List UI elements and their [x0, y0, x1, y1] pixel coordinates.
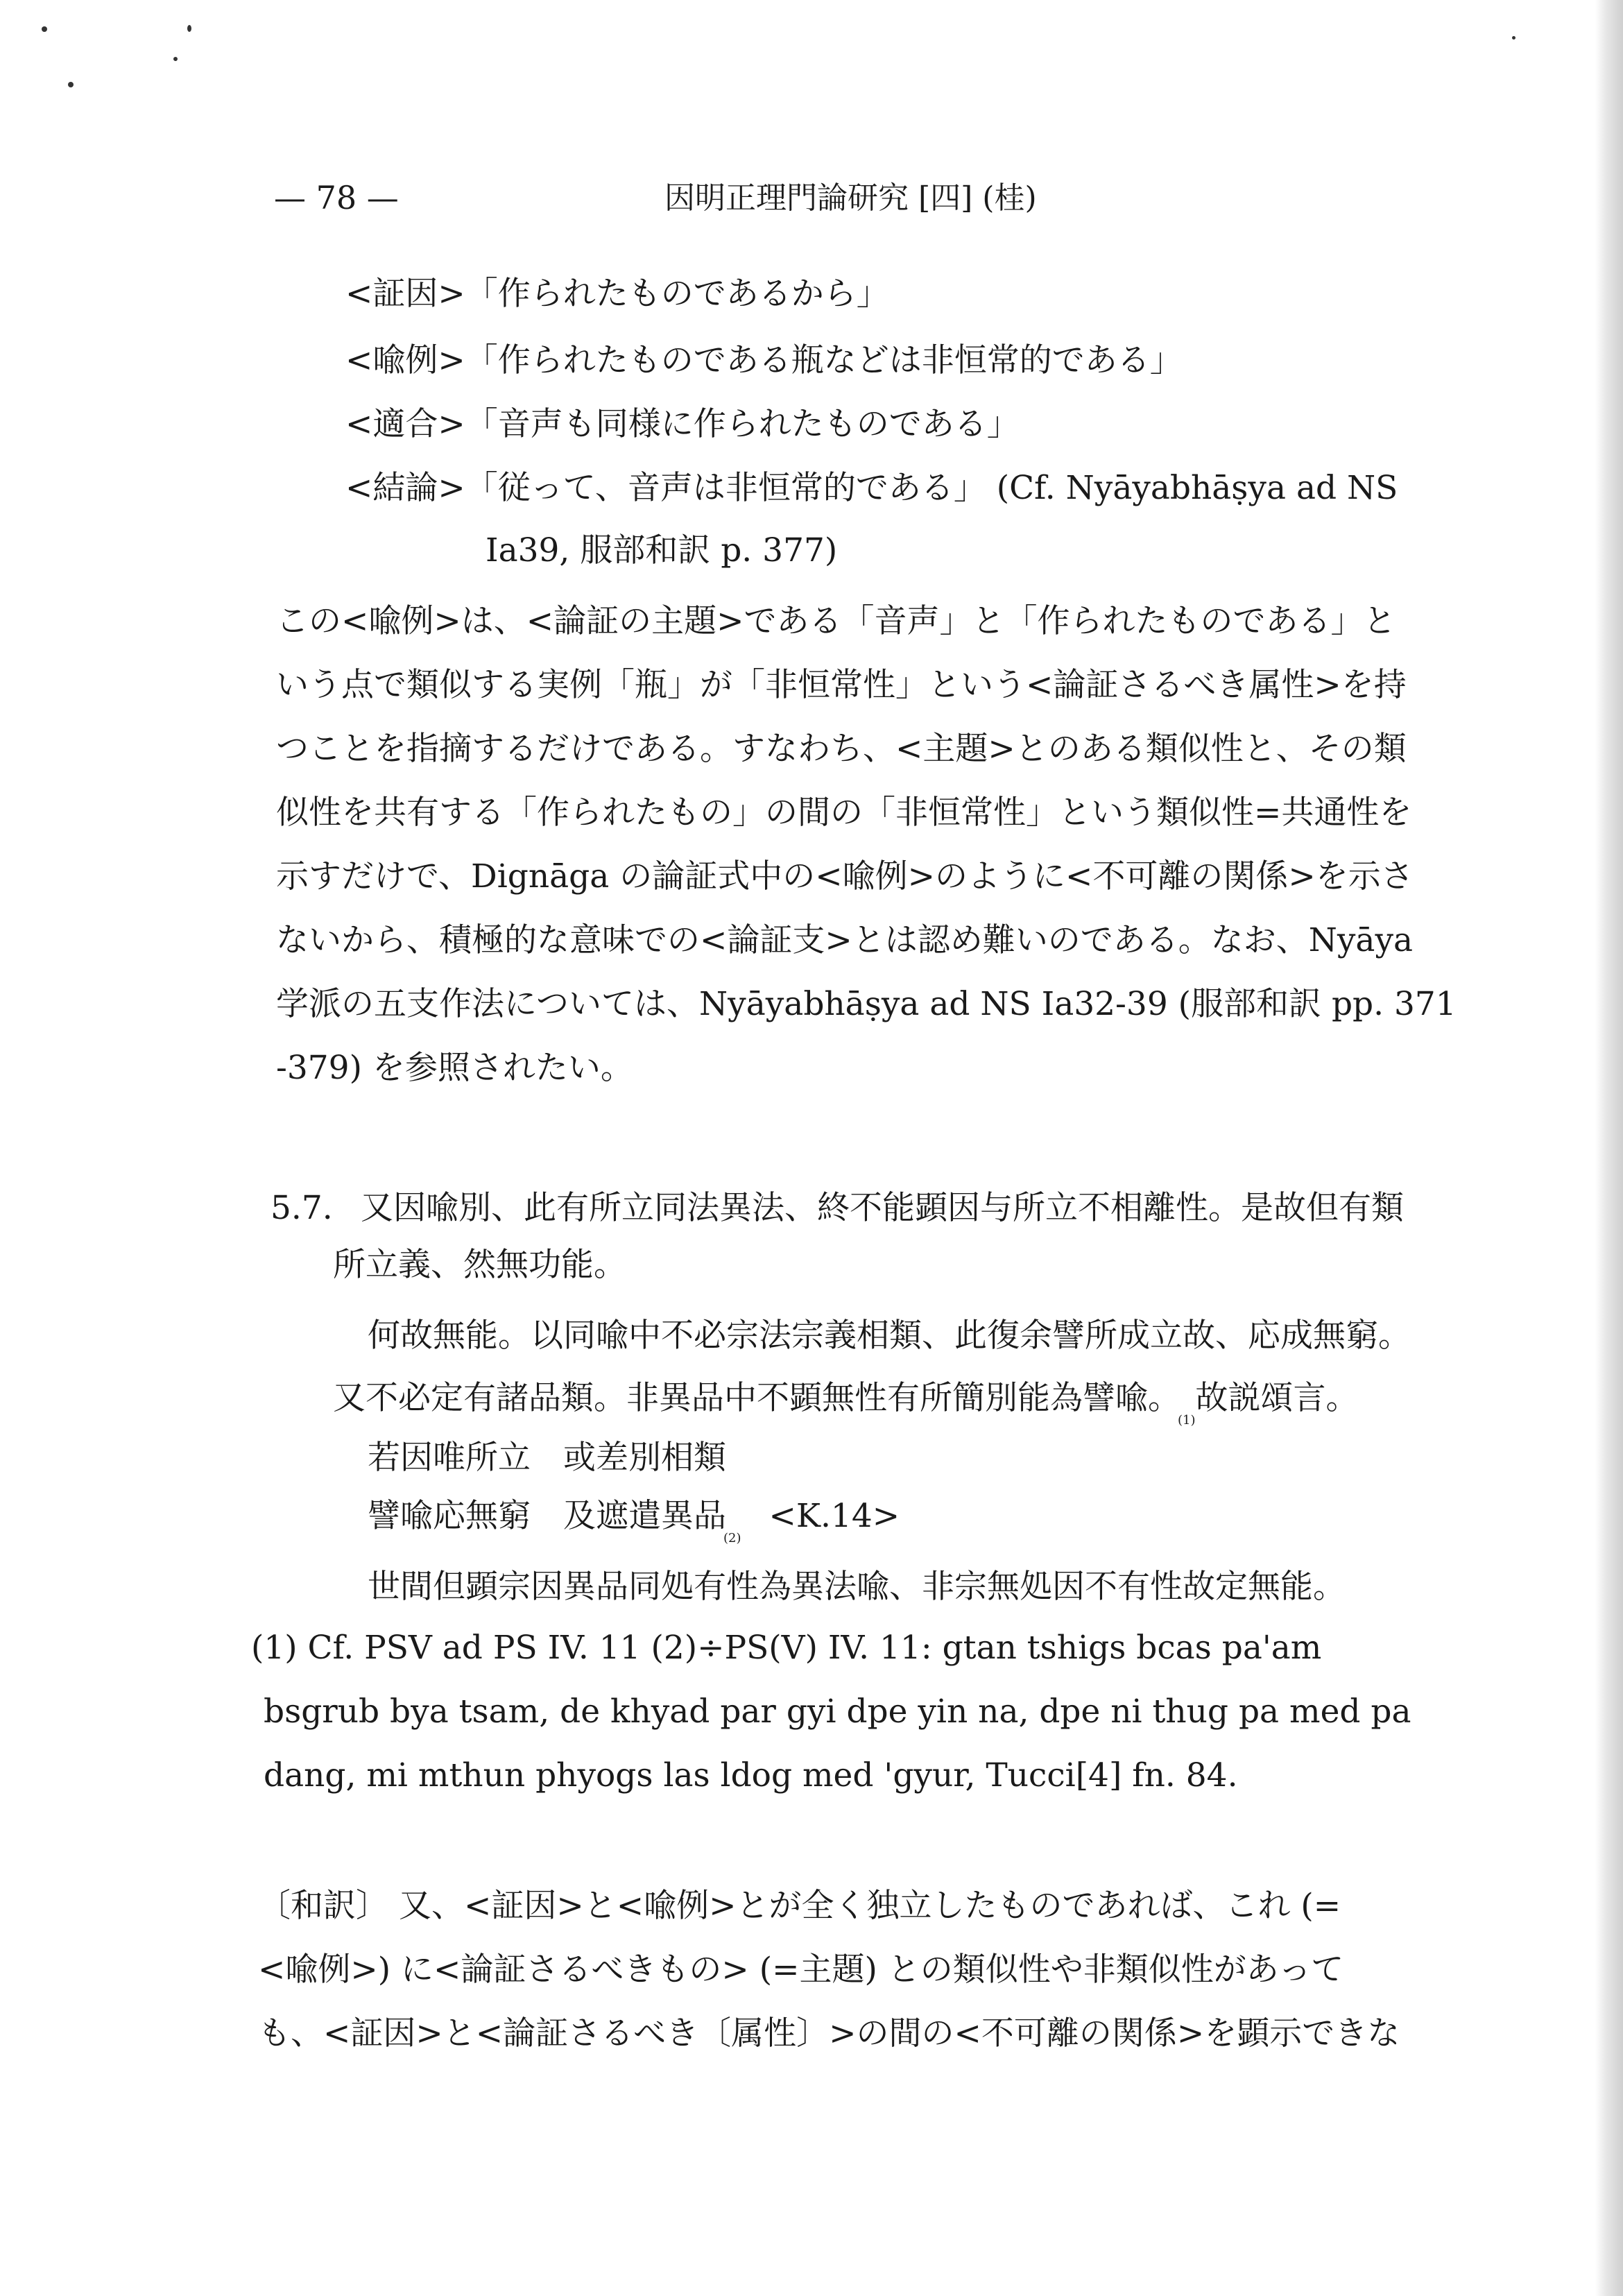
footnote-line: dang, mi mthun phyogs las ldog med 'gyur, Tucci[4] fn. 84. [264, 1756, 1238, 1794]
verse-line [368, 1497, 900, 1545]
section-text: 故説頌言。 [1195, 1379, 1359, 1417]
section-line: 又因喩別、此有所立同法異法、終不能顕因与所立不相離性。是故但有類 [361, 1189, 1404, 1227]
verse-reference: <K.14> [768, 1497, 900, 1535]
section-number: 5.7. [270, 1189, 333, 1227]
paragraph-line: この<喩例>は、<論証の主題>である「音声」と「作られたものである」と [276, 602, 1396, 640]
paragraph-line: ないから、積極的な意味での<論証支>とは認め難いのである。なお、Nyāya [276, 921, 1414, 959]
footnote-line: bsgrub bya tsam, de khyad par gyi dpe yin na, dpe ni thug pa med pa [264, 1693, 1411, 1731]
section-line: 所立義、然無功能。 [333, 1246, 626, 1284]
syllogism-line [345, 405, 1020, 443]
footnote-marker: (1) [1178, 1413, 1196, 1428]
syllogism-label: <証因> [345, 275, 465, 313]
syllogism-line [345, 275, 889, 313]
footnote-line: (1) Cf. PSV ad PS IV. 11 (2)÷PS(V) IV. 11: gtan tshigs bcas pa'am [251, 1629, 1322, 1667]
syllogism-text: 「従って、音声は非恒常的である」 (Cf. Nyāyabhāṣya ad NS [465, 469, 1398, 507]
section-line: 世間但顕宗因異品同処有性為異法喩、非宗無処因不有性故定無能。 [368, 1568, 1346, 1606]
running-title: 因明正理門論研究 [四] (桂) [664, 180, 1037, 216]
syllogism-label: <喩例> [345, 341, 465, 379]
verse-line: 若因唯所立 或差別相類 [368, 1439, 726, 1477]
section-line: 何故無能。以同喩中不必宗法宗義相類、此復余譬所成立故、応成無窮。 [368, 1317, 1411, 1355]
section-text: 又不必定有諸品類。非異品中不顕無性有所簡別能為譬喩。 [333, 1379, 1180, 1417]
syllogism-text: 「作られたものであるから」 [465, 275, 889, 313]
scan-shadow-edge [1595, 0, 1623, 2296]
section-line [333, 1379, 1359, 1428]
syllogism-label: <結論> [345, 469, 465, 507]
verse-text: 譬喩応無窮 及遮遣異品 [368, 1497, 726, 1535]
footnote-marker: (2) [723, 1531, 741, 1545]
paragraph-line: 示すだけで、Dignāga の論証式中の<喩例>のように<不可離の関係>を示さ [276, 857, 1414, 896]
paragraph-line: いう点で類似する実例「瓶」が「非恒常性」という<論証さるべき属性>を持 [276, 666, 1407, 704]
syllogism-text: 「音声も同様に作られたものである」 [465, 405, 1020, 443]
translation-line: 〔和訳〕 又、<証因>と<喩例>とが全く独立したものであれば、これ (= [258, 1887, 1341, 1925]
translation-line: <喩例>) に<論証さるべきもの> (=主題) との類似性や非類似性があって [258, 1951, 1344, 1989]
syllogism-line [345, 341, 1183, 379]
syllogism-label: <適合> [345, 405, 465, 443]
translation-line: も、<証因>と<論証さるべき〔属性〕>の間の<不可離の関係>を顕示できな [258, 2014, 1400, 2053]
paragraph-line: つことを指摘するだけである。すなわち、<主題>とのある類似性と、その類 [276, 730, 1407, 768]
syllogism-continuation: Ia39, 服部和訳 p. 377) [486, 531, 838, 569]
page-number: — 78 — [274, 179, 399, 216]
paragraph-line: 似性を共有する「作られたもの」の間の「非恒常性」という類似性=共通性を [276, 794, 1412, 832]
syllogism-text: 「作られたものである瓶などは非恒常的である」 [465, 341, 1183, 379]
syllogism-line [345, 469, 1398, 507]
paragraph-line: 学派の五支作法については、Nyāyabhāṣya ad NS Ia32-39 (服部和訳 pp. 371 [276, 985, 1457, 1023]
paragraph-line: -379) を参照されたい。 [276, 1049, 633, 1087]
